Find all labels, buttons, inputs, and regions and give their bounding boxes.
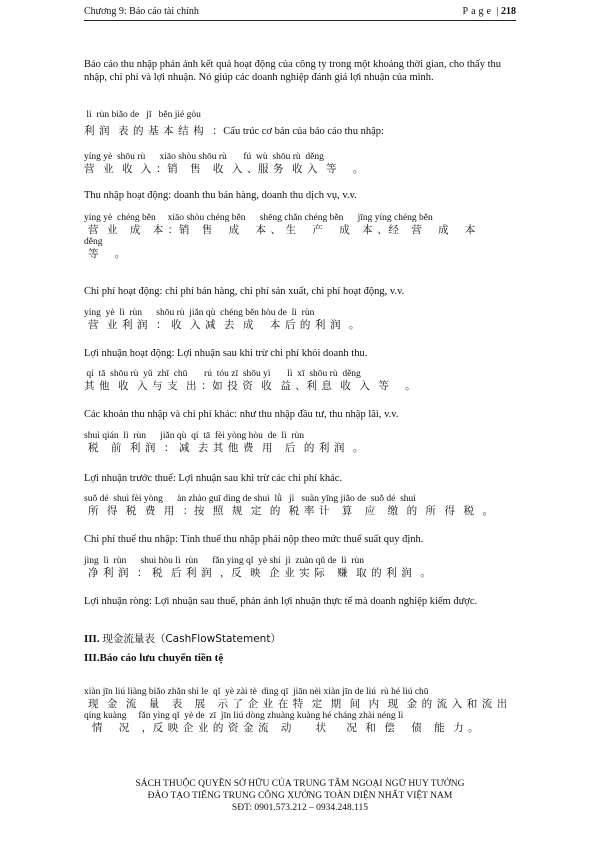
other-income-chinese — [84, 369, 516, 393]
page-footer — [60, 778, 540, 814]
income-tax-translation: Chi phí thuế thu nhập: Tính thuế thu nhập phải nộp theo mức thuế suất quy định. — [84, 534, 424, 545]
chinese-line: 税 前 利 润 ： 减 去 其 他 费 用 后 的 利 润 。 — [84, 442, 364, 454]
pinyin-line: yíng yè lì rùn shōu rù jiǎn qù chéng běn hòu de lì rùn — [84, 308, 315, 318]
pinyin-line-2: qíng kuàng fǎn yìng qǐ yè de zī jīn liú dòng zhuàng kuàng hé cháng zhài néng lì — [84, 711, 404, 721]
chinese-line: 营 业 利 润 ： 收 入 减 去 成 本 后 的 利 润 。 — [84, 319, 361, 331]
pinyin-line: qí tā shōu rù yǔ zhī chū rú tóu zī shōu yì lì xī shōu rù děng — [84, 369, 361, 379]
page-header — [84, 4, 516, 20]
pretax-profit-translation: Lợi nhuận trước thuế: Lợi nhuận sau khi trừ các chi phí khác. — [84, 473, 343, 484]
chinese-line: 所 得 税 费 用 ：按 照 规 定 的 税 率 计 算 应 缴 的 所 得 税 。 — [84, 505, 494, 517]
chinese-line: 其 他 收 入 与 支 出 ：如 投 资 收 益 、利 息 收 入 等 。 — [84, 380, 417, 392]
page-separator: | — [496, 6, 499, 17]
chinese-line: 现 金 流 量 表 展 示 了 企 业 在 特 定 期 间 内 现 金 的 流 入 和 流 出 — [84, 698, 508, 710]
cashflow-chinese — [84, 687, 516, 735]
vietnamese-text: Cấu trúc cơ bản của báo cáo thu nhập: — [223, 126, 384, 137]
page-indicator — [463, 6, 516, 17]
footer-line-1: SÁCH THUỘC QUYỀN SỞ HỮU CỦA TRUNG TÂM NGOẠI NGỮ HUY TƯỞNG — [135, 779, 465, 789]
revenue-chinese — [84, 152, 516, 176]
operating-profit-translation: Lợi nhuận hoạt động: Lợi nhuận sau khi trừ chi phí khỏi doanh thu. — [84, 348, 368, 359]
section-number: III. — [84, 633, 100, 645]
net-profit-translation: Lợi nhuận ròng: Lợi nhuận sau thuế, phản ánh lợi nhuận thực tế mà doanh nghiệp kiếm được. — [84, 596, 478, 607]
section-title-en: （CashFlowStatement） — [154, 633, 281, 645]
pinyin-line: xiàn jīn liú liàng biǎo zhǎn shì le qǐ yè zài tè dìng qī jiān nèi xiàn jīn de liú rù hé liú chū — [84, 687, 429, 697]
footer-line-2: ĐÀO TẠO TIẾNG TRUNG CÔNG XƯỞNG TOÀN DIỆN NHẤT VIỆT NAM — [147, 791, 453, 801]
chinese-line-2: 等 。 — [84, 248, 126, 260]
header-divider — [84, 20, 516, 21]
pinyin-line: jìng lì rùn shuì hòu lì rùn fǎn yìng qǐ yè shí jì zuàn qǔ de lì rùn — [84, 556, 364, 566]
income-tax-chinese — [84, 494, 516, 518]
pinyin-line: shuì qián lì rùn jiǎn qù qí tā fèi yòng hòu de lì rùn — [84, 431, 305, 441]
section-title-zh: 现金流量表 — [102, 633, 155, 645]
operating-profit-chinese — [84, 308, 516, 332]
net-profit-chinese — [84, 556, 516, 580]
chinese-line: 利 润 表 的 基 本 结 构 ： — [84, 125, 224, 137]
pinyin-line: yíng yè chéng běn xiāo shòu chéng běn shēng chǎn chéng běn jīng yíng chéng běn — [84, 213, 433, 223]
section-title-vietnamese: III.Báo cáo lưu chuyển tiền tệ — [84, 652, 224, 664]
section-title-chinese — [84, 632, 516, 646]
intro-paragraph: Báo cáo thu nhập phản ánh kết quả hoạt động của công ty trong một khoảng thời gian, cho thấy thu nhập, chi phí và lợi nhuận. Nó giúp các doanh nghiệp đánh giá lợi nhuận của mình. — [84, 59, 502, 83]
footer-phone: SĐT: 0901.573.212 – 0934.248.115 — [231, 803, 369, 813]
page-number: 218 — [501, 6, 516, 17]
operating-cost-translation: Chi phí hoạt động: chi phí bán hàng, chi phí sản xuất, chi phí hoạt động, v.v. — [84, 286, 405, 297]
pinyin-line: suǒ dé shuì fèi yòng àn zhào guī dìng de shuì lǜ jì suàn yīng jiǎo de suǒ dé shuì — [84, 494, 416, 504]
page-label: Page — [462, 6, 494, 17]
chinese-line: 营 业 成 本 ：销 售 成 本 、 生 产 成 本 、经 营 成 本 — [84, 224, 477, 236]
other-income-translation: Các khoản thu nhập và chi phí khác: như thu nhập đầu tư, thu nhập lãi, v.v. — [84, 409, 399, 420]
pretax-profit-chinese — [84, 431, 516, 455]
pinyin-line: yíng yè shōu rù xiāo shòu shōu rù fú wù shōu rù děng — [84, 152, 324, 162]
pinyin-line-2: děng — [84, 237, 103, 247]
structure-heading — [84, 110, 516, 139]
chapter-title: Chương 9: Báo cáo tài chính — [84, 6, 199, 17]
revenue-translation: Thu nhập hoạt động: doanh thu bán hàng, doanh thu dịch vụ, v.v. — [84, 190, 357, 201]
chinese-line-2: 情 况 ，反 映 企 业 的 资 金 流 动 状 况 和 偿 债 能 力 。 — [84, 722, 480, 734]
operating-cost-chinese — [84, 213, 516, 261]
chinese-line: 营 业 收 入 ：销 售 收 入 、服 务 收 入 等 。 — [84, 163, 364, 175]
chinese-line: 净 利 润 ： 税 后 利 润 ，反 映 企 业 实 际 赚 取 的 利 润 。 — [84, 567, 432, 579]
pinyin-line: lì rùn biǎo de jī běn jié gòu — [84, 110, 201, 120]
